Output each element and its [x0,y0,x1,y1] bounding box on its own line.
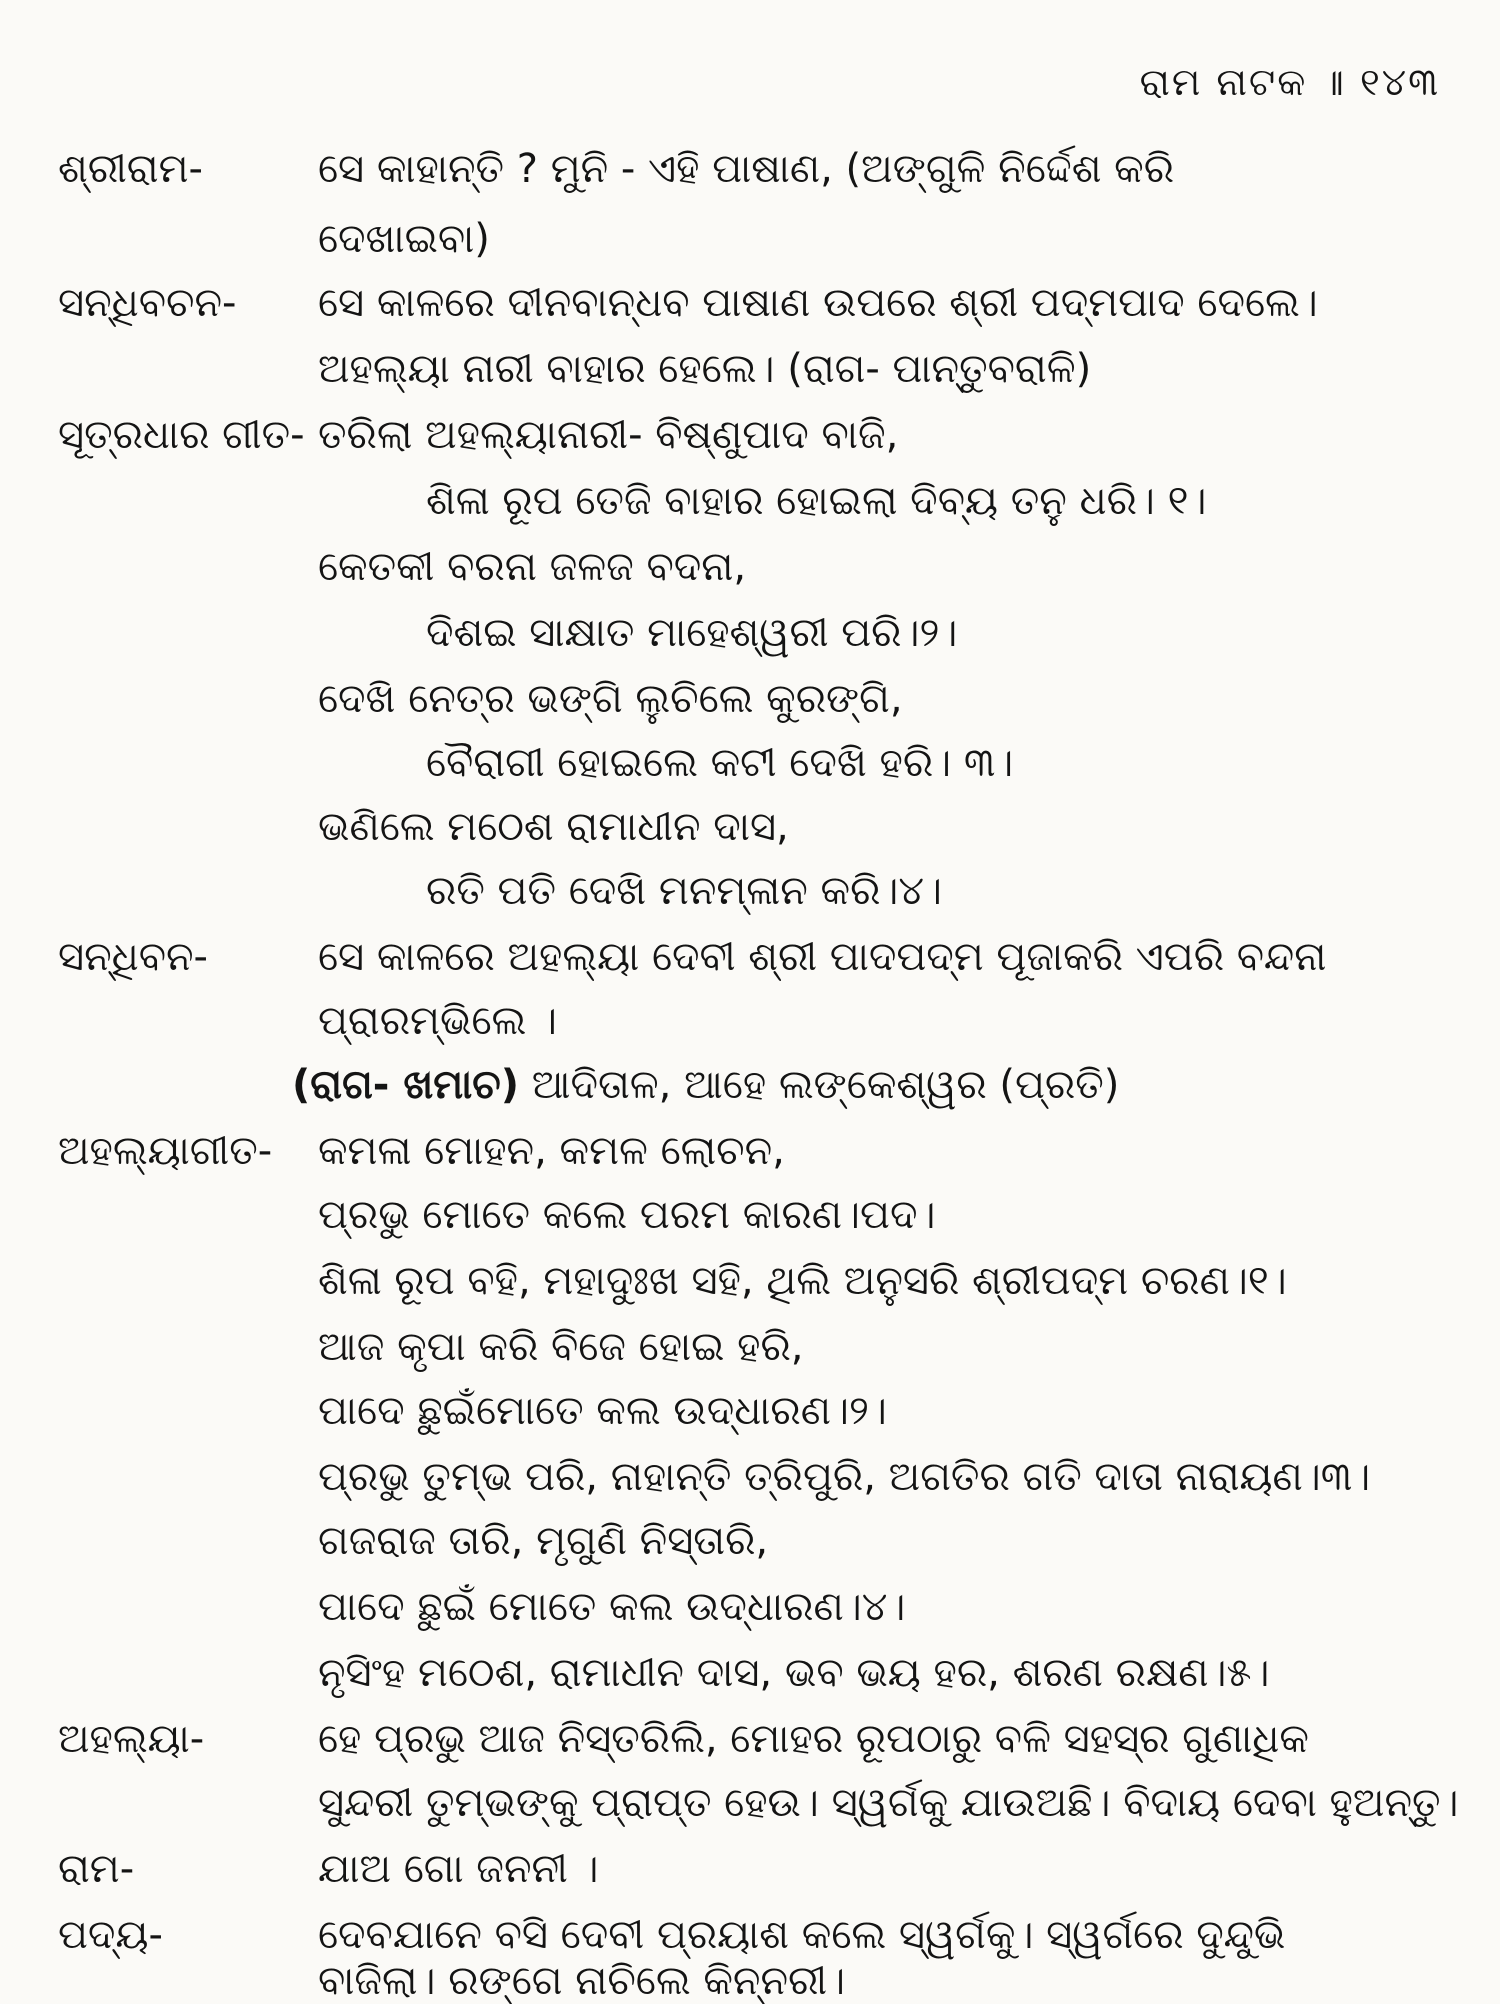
line-text: ପ୍ରଭୁ ମୋତେ କଲେ ପରମ କାରଣ।ପଦ। [318,1192,936,1238]
text-line [0,1376,1500,1446]
text-line [0,1704,1500,1774]
text-line [0,856,1500,926]
speaker-label: ସନ୍ଧିବନ- [58,934,208,980]
text-line [0,134,1500,204]
text-line [0,728,1500,798]
line-text: ପ୍ରଭୁ ତୁମ୍ଭ ପରି, ନାହାନ୍ତି ତ୍ରିପୁରି, ଅଗତିର ଗତି ଦାତା ନାରାୟଣ।୩। [318,1454,1371,1500]
line-text: ତରିଲା ଅହଲ୍ୟାନାରୀ- ବିଷ୍ଣୁପାଦ ବାଜି, [318,412,899,458]
text-line [0,1572,1500,1642]
line-text: ସୁନ୍ଦରୀ ତୁମ୍ଭଙ୍କୁ ପ୍ରାପ୍ତ ହେଉ। ସ୍ୱର୍ଗକୁ ଯାଉଅଛି। ବିଦାୟ ଦେବା ହୁଅନ୍ତୁ। [318,1780,1459,1826]
text-line [0,204,1500,274]
text-line [0,268,1500,338]
line-text: ଭଣିଲେ ମଠେଶ ରାମାଧୀନ ଦାସ, [318,804,789,850]
text-line [0,986,1500,1056]
running-head: ରାମ ନାଟକ ॥ ୧୪୩ [1139,60,1440,104]
line-text: ସେ କାଳରେ ଦୀନବାନ୍ଧବ ପାଷାଣ ଉପରେ ଶ୍ରୀ ପଦ୍ମପାଦ ଦେଲେ। [318,280,1318,326]
line-text: ଗଜରାଜ ତାରି, ମୃଗୁଣି ନିସ୍ତାରି, [318,1518,769,1564]
line-text: ନୃସିଂହ ମଠେଶ, ରାମାଧୀନ ଦାସ, ଭବ ଭୟ ହର, ଶରଣ ରକ୍ଷଣ।୫। [318,1650,1270,1696]
line-text: ରତି ପତି ଦେଖି ମନମ୍ଳାନ କରି।୪। [426,868,943,914]
line-text: ପାଦେ ଛୁଇଁମୋତେ କଲ ଉଦ୍ଧାରଣ।୨। [318,1388,887,1434]
line-text: ଅହଲ୍ୟା ନାରୀ ବାହାର ହେଲେ। (ରାଗ- ପାନ୍ତୁବରାଳି) [318,346,1092,392]
speaker-label: ପଦ୍ୟ- [58,1912,163,1958]
speaker-label: ସୂତ୍ରଧାର ଗୀତ- [58,412,305,458]
text-line [0,1116,1500,1186]
line-text: ଶିଳା ରୂପ ବହି, ମହାଦୁଃଖ ସହି, ଥିଲି ଅନୁସରି ଶ୍ରୀପଦ୍ମ ଚରଣ।୧। [318,1258,1287,1304]
raga-heading-line [0,1050,1500,1120]
speaker-label: ଅହଲ୍ୟା- [58,1716,205,1762]
text-line [0,466,1500,536]
speaker-label: ରାମ- [58,1846,135,1892]
line-text: ସେ କାହାନ୍ତି ? ମୁନି - ଏହି ପାଷାଣ, (ଅଙ୍ଗୁଳି ନିର୍ଦ୍ଦେଶ କରି [318,146,1175,192]
line-text: ଦେଖାଇବା) [318,216,490,262]
line-text: ଦିଶଇ ସାକ୍ଷାତ ମାହେଶ୍ୱରୀ ପରି।୨। [426,610,958,656]
line-text: ପ୍ରାରମ୍ଭିଲେ । [318,998,557,1044]
text-line [0,1442,1500,1512]
line-text: ଶିଳା ରୂପ ତେଜି ବାହାର ହୋଇଲା ଦିବ୍ୟ ତନୁ ଧରି। ୧। [426,478,1207,524]
line-text: ବୈରାଗୀ ହୋଇଲେ କଟୀ ଦେଖି ହରି। ୩। [426,740,1014,786]
text-line [0,1312,1500,1382]
text-line [0,792,1500,862]
line-text: ବାଜିଲା। ରଙ୍ଗେ ନାଚିଲେ କିନ୍ନରୀ। [318,1958,846,2004]
line-text: ସେ କାଳରେ ଅହଲ୍ୟା ଦେବୀ ଶ୍ରୀ ପାଦପଦ୍ମ ପୂଜାକରି ଏପରି ବନ୍ଦନା [318,934,1327,980]
line-text: କମଳା ମୋହନ, କମଳ ଲୋଚନ, [318,1128,785,1174]
text-line [0,1506,1500,1576]
line-text: ଦେବଯାନେ ବସି ଦେବୀ ପ୍ରୟାଶ କଲେ ସ୍ୱର୍ଗକୁ। ସ୍ୱର୍ଗରେ ଦୁନ୍ଦୁଭି [318,1912,1286,1958]
line-text: ହେ ପ୍ରଭୁ ଆଜ ନିସ୍ତରିଲି, ମୋହର ରୂପଠାରୁ ବଳି ସହସ୍ର ଗୁଣାଧିକ [318,1716,1309,1762]
line-text: କେତକୀ ବରନା ଜଳଜ ବଦନା, [318,544,747,590]
speaker-label: ସନ୍ଧିବଚନ- [58,280,237,326]
text-line [0,1834,1500,1904]
line-text: ପାଦେ ଛୁଇଁ ମୋତେ କଲ ଉଦ୍ଧାରଣ।୪। [318,1584,906,1630]
text-line [0,1958,1500,2004]
text-line [0,1638,1500,1708]
line-text: ଯାଅ ଗୋ ଜନନୀ । [318,1846,599,1892]
text-line [0,922,1500,992]
line-text [292,1050,1119,1120]
text-line [0,1768,1500,1838]
raga-heading: (ରାଗ- ଖମାଚ) [292,1062,520,1108]
text-line [0,1180,1500,1250]
text-line [0,400,1500,470]
text-line [0,598,1500,668]
text-line [0,532,1500,602]
line-text: ଆଜ କୃପା କରି ବିଜେ ହୋଇ ହରି, [318,1324,804,1370]
speaker-label: ଅହଲ୍ୟାଗୀତ- [58,1128,273,1174]
speaker-label: ଶ୍ରୀରାମ- [58,146,203,192]
text-line [0,664,1500,734]
line-text: ଦେଖି ନେତ୍ର ଭଙ୍ଗି ଲୁଚିଲେ କୁରଙ୍ଗି, [318,676,903,722]
raga-detail: ଆଦିତାଳ, ଆହେ ଲଙ୍କେଶ୍ୱର (ପ୍ରତି) [519,1062,1120,1108]
text-line [0,1246,1500,1316]
text-line [0,334,1500,404]
